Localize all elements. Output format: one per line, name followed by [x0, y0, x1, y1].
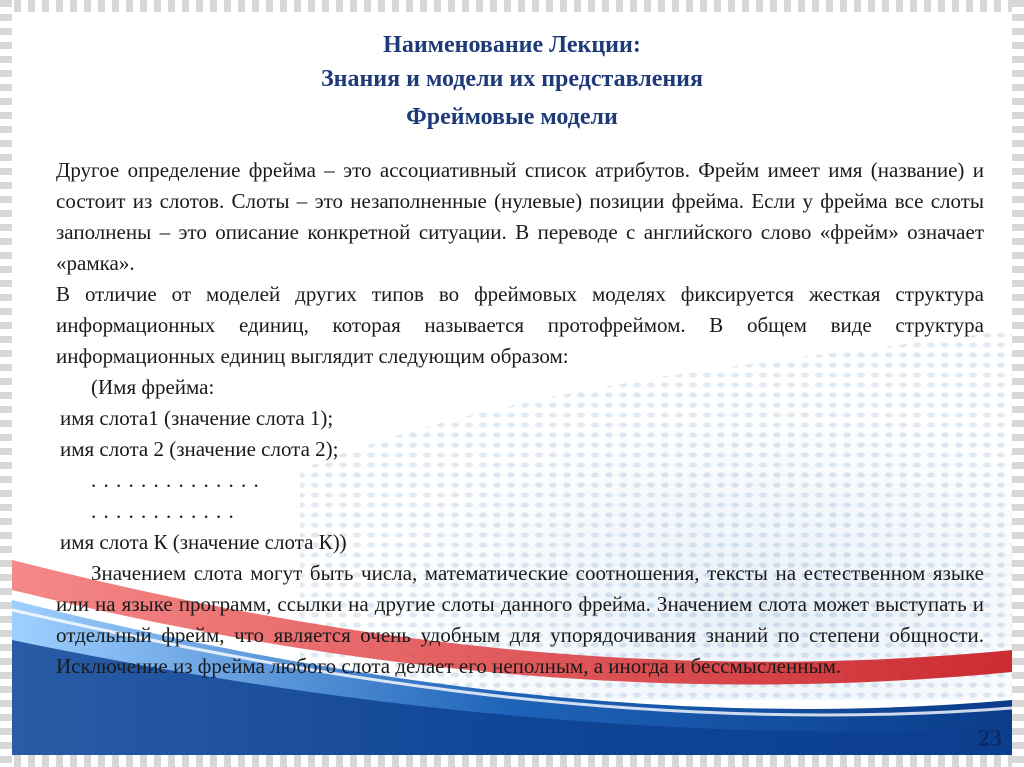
ellipsis-line-2: . . . . . . . . . . . .: [91, 499, 235, 523]
lecture-subtitle: Знания и модели их представления: [320, 66, 703, 92]
page-number: 23: [978, 726, 1002, 752]
paragraph-protoframe: В отличие от моделей других типов во фреймовых моделях фиксируется жесткая структура информационных единиц, которая называется протофреймом. В общем виде структура информационных единиц выглядит следующим образом:: [56, 282, 984, 368]
slide-body: [56, 155, 984, 682]
slide-header: [60, 28, 964, 134]
slot-line-2: имя слота 2 (значение слота 2);: [60, 437, 339, 461]
ellipsis-line-1: . . . . . . . . . . . . . .: [91, 468, 260, 492]
dashed-border-top: [0, 0, 1024, 12]
dashed-border-left: [0, 0, 12, 767]
dashed-border-bottom: [0, 755, 1024, 767]
dashed-border-right: [1012, 0, 1024, 767]
slot-line-k: имя слота К (значение слота К)): [60, 530, 347, 554]
slot-line-1: имя слота1 (значение слота 1);: [60, 406, 334, 430]
frame-name-line: (Имя фрейма:: [91, 375, 215, 399]
lecture-title: Наименование Лекции:: [383, 32, 641, 58]
paragraph-slot-values: Значением слота могут быть числа, математические соотношения, тексты на естественном языке или на языке программ, ссылки на другие слоты данного фрейма. Значением слота может выступать и отдельный фрейм, что является очень удобным для упорядочивания знаний по степени общности. Исключение из фрейма любого слота делает его неполным, а иногда и бессмысленным.: [56, 561, 984, 678]
lecture-topic: Фреймовые модели: [406, 104, 618, 130]
paragraph-definition: Другое определение фрейма – это ассоциативный список атрибутов. Фрейм имеет имя (название) и состоит из слотов. Слоты – это незаполненные (нулевые) позиции фрейма. Если у фрейма все слоты заполнены – это описание конкретной ситуации. В переводе с английского слово «фрейм» означает «рамка».: [56, 158, 984, 275]
